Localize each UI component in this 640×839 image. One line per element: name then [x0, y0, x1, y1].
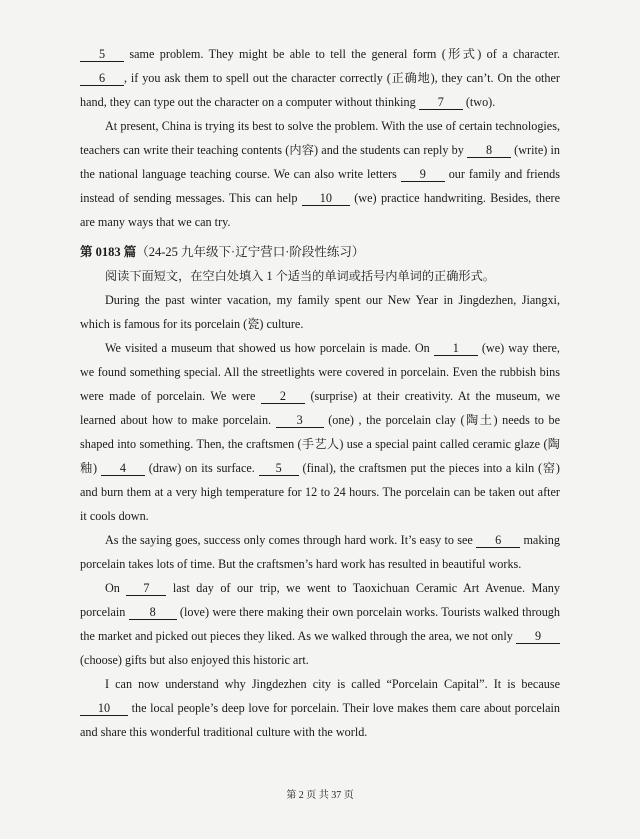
- passage-b-paragraph-3: As the saying goes, success only comes through hard work. It’s easy to see 6 making porcelain takes lots of time. But the craftsmen’s hard work has resulted in beautiful works.: [80, 533, 560, 571]
- blank-2[interactable]: 2: [261, 390, 305, 404]
- blank-8b[interactable]: 8: [129, 606, 177, 620]
- passage-a-paragraph-2: At present, China is trying its best to solve the problem. With the use of certain technologies, teachers can write their teaching contents (内容) and the students can reply by 8 (write) in the national language teaching course. We can also write letters 9 our family and friends instead of sending messages. This can help 10 (we) practice handwriting. Besides, there are many ways that we can try.: [80, 119, 561, 229]
- passage-b-paragraph-1: During the past winter vacation, my family spent our New Year in Jingdezhen, Jiangxi, which is famous for its porcelain (瓷) culture.: [80, 293, 560, 331]
- blank-8[interactable]: 8: [467, 144, 511, 158]
- section-number: 第 0183 篇: [80, 245, 137, 259]
- passage-a-paragraph-1: 5 same problem. They might be able to tell the general form (形式) of a character. 6 , if you ask them to spell out the character correctly (正确地), they can’t. On the other hand, they can type out the character on a computer without thinking 7 (two).: [80, 47, 560, 109]
- blank-10[interactable]: 10: [302, 192, 350, 206]
- blank-6b[interactable]: 6: [476, 534, 520, 548]
- blank-3[interactable]: 3: [276, 414, 324, 428]
- page-footer: 第 2 页 共 37 页: [286, 790, 354, 801]
- blank-6[interactable]: 6: [80, 72, 124, 86]
- passage-b-paragraph-4: On 7 last day of our trip, we went to Taoxichuan Ceramic Art Avenue. Many porcelain 8 (love) were there making their own porcelain works. Tourists walked through the market and picked out pieces they liked. As we walked through the area, we not only 9 (choose) gifts but also enjoyed this historic art.: [80, 581, 560, 667]
- blank-10b[interactable]: 10: [80, 702, 128, 716]
- section-source: （24-25 九年级下·辽宁营口·阶段性练习）: [136, 245, 365, 259]
- blank-5[interactable]: 5: [80, 48, 124, 62]
- passage-b-paragraph-5: I can now understand why Jingdezhen city is called “Porcelain Capital”. It is because 10 the local people’s deep love for porcelain. Their love makes them care about porcelain and share this wonderful traditional culture with the world.: [80, 677, 560, 739]
- blank-1[interactable]: 1: [434, 342, 478, 356]
- blank-9[interactable]: 9: [401, 168, 445, 182]
- blank-7[interactable]: 7: [419, 96, 463, 110]
- blank-9b[interactable]: 9: [516, 630, 560, 644]
- section-heading: [80, 240, 560, 264]
- blank-4[interactable]: 4: [101, 462, 145, 476]
- instruction: 阅读下面短文，在空白处填入 1 个适当的单词或括号内单词的正确形式。: [105, 269, 495, 283]
- blank-5b[interactable]: 5: [259, 462, 299, 476]
- passage-b-paragraph-2: We visited a museum that showed us how porcelain is made. On 1 (we) way there, we found something special. All the streetlights were covered in porcelain. Even the rubbish bins were made of porcelain. We were 2 (surprise) at their creativity. At the museum, we learned about how to make porcelain. 3 (one) , the porcelain clay (陶土) needs to be shaped into something. Then, the craftsmen (手艺人) use a special paint called ceramic glaze (陶釉) 4 (draw) on its surface. 5 (final), the craftsmen put the pieces into a kiln (窑) and burn them at a very high temperature for 12 to 24 hours. The porcelain can be taken out after it cools down.: [80, 341, 561, 523]
- blank-7b[interactable]: 7: [126, 582, 166, 596]
